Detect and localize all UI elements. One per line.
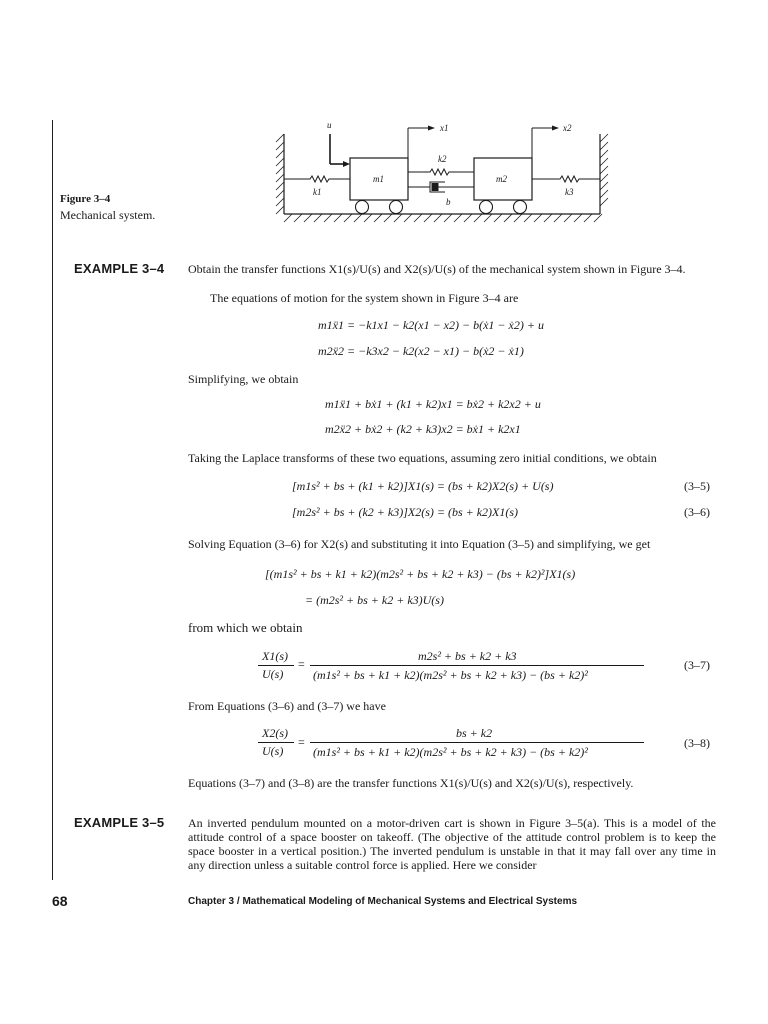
equation-number-3-8: (3–8) <box>684 736 710 750</box>
mechanical-system-figure <box>270 112 620 227</box>
eq-3-7-rhs-denominator: (m1s² + bs + k1 + k2)(m2s² + bs + k2 + k3) − (bs + k2)² <box>313 668 588 682</box>
eq-3-7-rhs-numerator: m2s² + bs + k2 + k3 <box>418 649 517 663</box>
floor-hatch <box>284 214 602 222</box>
eq-3-8-rhs-numerator: bs + k2 <box>456 726 493 740</box>
damper-b <box>408 182 474 192</box>
equation-combined-line-2: = (m2s² + bs + k2 + k3)U(s) <box>305 593 444 607</box>
equals-sign: = <box>298 657 305 671</box>
have-intro: From Equations (3–6) and (3–7) we have <box>188 699 386 713</box>
eq-3-7-lhs-numerator: X1(s) <box>262 649 288 663</box>
equation-number-3-7: (3–7) <box>684 658 710 672</box>
solve-intro: Solving Equation (3–6) for X2(s) and substituting it into Equation (3–5) and simplifying, we get <box>188 537 651 551</box>
eq-3-8-lhs-denominator: U(s) <box>262 744 284 758</box>
left-wall-hatch <box>276 134 284 214</box>
figure-caption: Mechanical system. <box>60 208 156 222</box>
label-m2: m2 <box>496 174 507 184</box>
spring-k1 <box>284 176 350 182</box>
equation-number-3-5: (3–5) <box>684 479 710 493</box>
arrowhead-icon <box>552 126 559 131</box>
example-3-5-label: EXAMPLE 3–5 <box>74 815 165 830</box>
equation-3-6: [m2s² + bs + (k2 + k3)]X2(s) = (bs + k2)X1(s) <box>292 505 519 519</box>
equation-motion-2: m2ẍ2 = −k3x2 − k2(x2 − x1) − b(ẋ2 − ẋ1) <box>318 344 524 358</box>
equation-3-5: [m1s² + bs + (k1 + k2)]X1(s) = (bs + k2)X2(s) + U(s) <box>292 479 554 493</box>
margin-rule <box>52 120 53 880</box>
eq-3-8-rhs-denominator: (m1s² + bs + k1 + k2)(m2s² + bs + k2 + k3) − (bs + k2)² <box>313 745 588 759</box>
label-u: u <box>327 120 332 130</box>
wheel-icon <box>390 201 403 214</box>
wheel-icon <box>356 201 369 214</box>
arrowhead-icon <box>428 126 435 131</box>
right-wall-hatch <box>600 134 608 206</box>
figure-title: Figure 3–4 <box>60 193 111 205</box>
equation-number-3-6: (3–6) <box>684 505 710 519</box>
laplace-intro: Taking the Laplace transforms of these two equations, assuming zero initial conditions, we obtain <box>188 451 657 465</box>
simplify-intro: Simplifying, we obtain <box>188 372 299 386</box>
example-3-5-text: An inverted pendulum mounted on a motor-driven cart is shown in Figure 3–5(a). This is a model of the attitude control of a space booster on takeoff. (The objective of the attitude control problem is to keep the space booster in a vertical position.) The inverted pendulum is unstable in that it may fall over any time in any direction unless a suitable control force is applied. Here we consider <box>188 816 716 872</box>
label-k2: k2 <box>438 154 447 164</box>
label-x1: x1 <box>440 123 449 133</box>
motion-intro: The equations of motion for the system shown in Figure 3–4 are <box>210 291 519 305</box>
eq-3-7-lhs-denominator: U(s) <box>262 667 284 681</box>
spring-k3 <box>532 176 600 182</box>
equation-combined-line-1: [(m1s² + bs + k1 + k2)(m2s² + bs + k2 + k3) − (bs + k2)²]X1(s) <box>265 567 576 581</box>
conclusion: Equations (3–7) and (3–8) are the transfer functions X1(s)/U(s) and X2(s)/U(s), respectively. <box>188 776 634 790</box>
fraction-bar <box>258 742 294 743</box>
equation-simplified-1: m1ẍ1 + bẋ1 + (k1 + k2)x1 = bẋ2 + k2x2 + u <box>325 397 541 411</box>
force-arrowhead-icon <box>343 161 350 167</box>
spring-k2 <box>408 169 474 175</box>
page-number: 68 <box>52 893 68 909</box>
label-k1: k1 <box>313 187 322 197</box>
displacement-arrow-x1 <box>408 128 430 158</box>
displacement-arrow-x2 <box>532 128 554 158</box>
label-m1: m1 <box>373 174 384 184</box>
label-b: b <box>446 197 451 207</box>
wheel-icon <box>514 201 527 214</box>
equation-motion-1: m1ẍ1 = −k1x1 − k2(x1 − x2) − b(ẋ1 − ẋ2) + u <box>318 318 544 332</box>
fraction-bar <box>310 742 644 743</box>
fraction-bar <box>310 665 644 666</box>
obtain-intro: from which we obtain <box>188 620 303 635</box>
eq-3-8-lhs-numerator: X2(s) <box>262 726 288 740</box>
example-3-4-intro: Obtain the transfer functions X1(s)/U(s) and X2(s)/U(s) of the mechanical system shown in Figure 3–4. <box>188 262 686 276</box>
wheel-icon <box>480 201 493 214</box>
force-arrow-u <box>330 134 346 164</box>
example-3-4-label: EXAMPLE 3–4 <box>74 261 165 276</box>
label-k3: k3 <box>565 187 574 197</box>
running-footer: Chapter 3 / Mathematical Modeling of Mechanical Systems and Electrical Systems <box>188 896 578 907</box>
label-x2: x2 <box>563 123 572 133</box>
equation-simplified-2: m2ẍ2 + bẋ2 + (k2 + k3)x2 = bẋ1 + k2x1 <box>325 422 521 436</box>
equals-sign: = <box>298 735 305 749</box>
fraction-bar <box>258 665 294 666</box>
